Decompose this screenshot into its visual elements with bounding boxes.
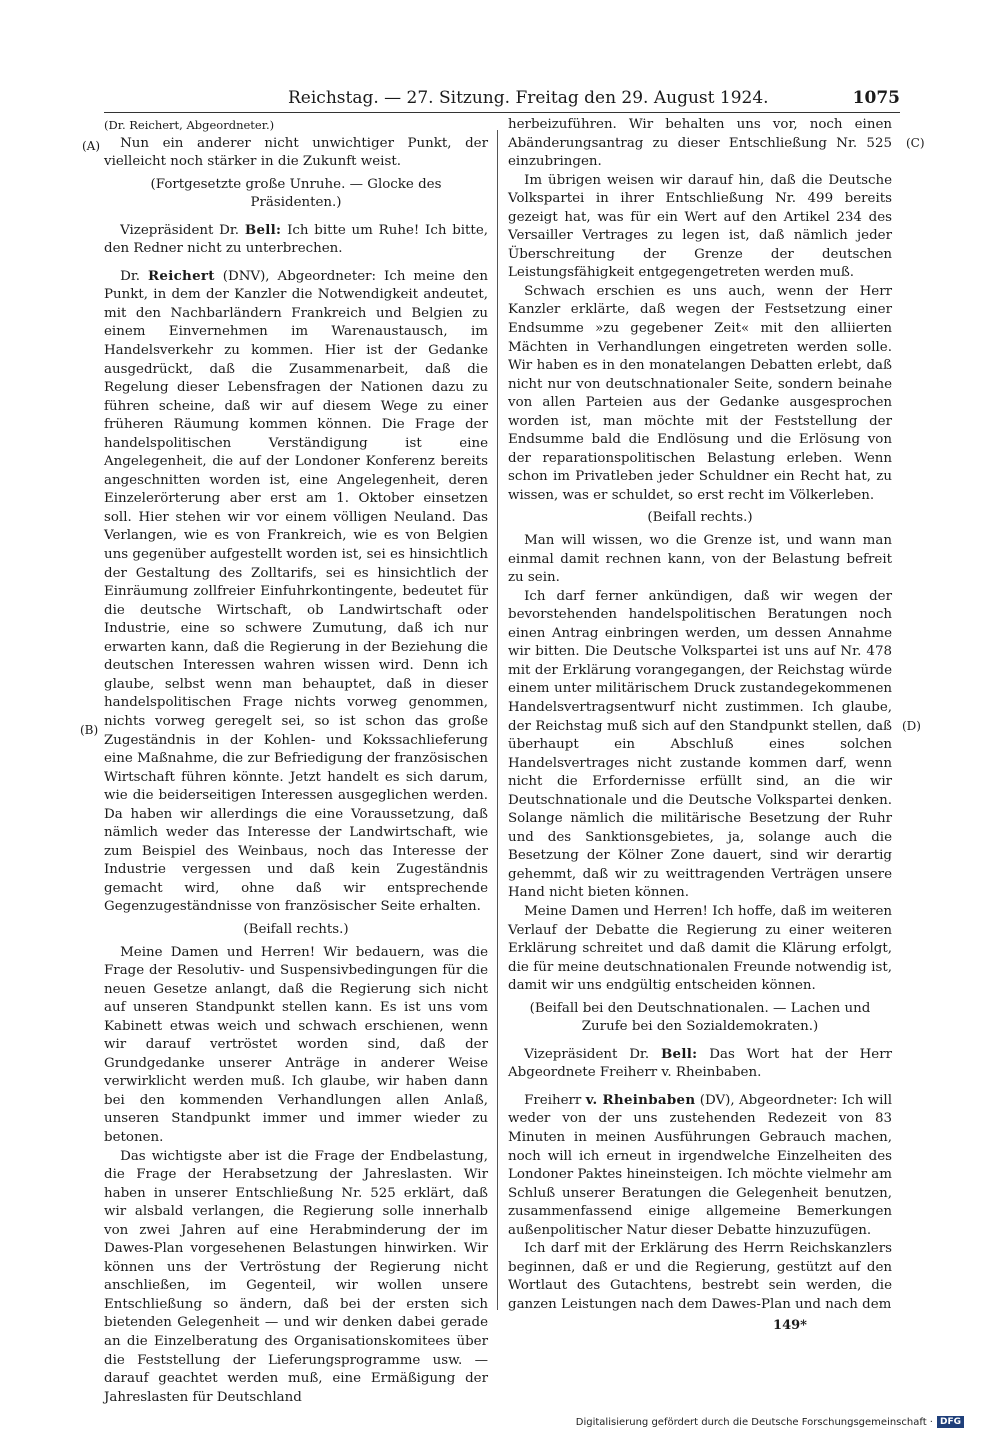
stage-direction: (Beifall rechts.)	[647, 510, 753, 526]
stage-direction: (Beifall bei den Deutschnationalen. — Lachen und Zurufe bei den Sozialdemokraten.)	[529, 1000, 871, 1035]
speech-text: Ich will weder von der uns zustehenden Redezeit von 83 Minuten in meinen Ausführungen Gebrauch machen, noch will ich erneut in irgendwelche Einzelheiten des Londoner Paktes hineinsteigen. Ich möchte vielmehr am Schluß unserer Beratungen die Gelegenheit benutzen, zusammenfassend einige allgemeine Bemerkungen außenpolitischer Natur dieser Debatte hinzuzufügen.	[508, 1092, 892, 1238]
speaker-prefix: Dr.	[120, 268, 140, 284]
stage-direction: (Beifall rechts.)	[243, 921, 349, 937]
dfg-logo-icon: DFG	[937, 1416, 964, 1428]
speaker-prefix: Vizepräsident Dr.	[120, 222, 240, 238]
speaker-name: Bell:	[244, 221, 282, 238]
speaker-paragraph	[104, 221, 488, 259]
speaker-name: Bell:	[660, 1045, 698, 1062]
paragraph: Ich darf mit der Erklärung des Herrn Reichskanzlers beginnen, daß er und die Regierung, gestützt auf den Wortlaut des Gutachtens, bestrebt sein werden, die ganzen Leistungen nach dem Dawes-Plan und nach dem	[508, 1241, 892, 1312]
column-divider	[497, 130, 498, 1310]
paragraph: Nun ein anderer nicht unwichtiger Punkt, der vielleicht noch stärker in die Zukunft weist.	[104, 135, 488, 170]
margin-marker-b: (B)	[80, 723, 99, 737]
paragraph: Meine Damen und Herren! Wir bedauern, was die Frage der Resolutiv- und Suspensivbedingungen für die neuen Gesetze anlangt, daß die Regierung sich nicht auf unseren Standpunkt stellen kann. Es ist uns vom Kabinett etwas weich und schwach erschienen, wenn wir darauf vertröstet worden sind, daß der Grundgedanke unserer Anträge in anderer Weise verwirklicht werden muß. Ich glaube, wir haben dann bei den kommenden Verhandlungen allen Anlaß, unseren Standpunkt immer und immer wieder zu betonen.	[104, 944, 488, 1145]
digitization-footer	[576, 1416, 964, 1430]
paragraph: Das wichtigste aber ist die Frage der Endbelastung, die Frage der Herabsetzung der Jahreslasten. Wir haben in unserer Entschließung Nr. 525 erklärt, daß wir alsbald verlangen, die Regierung solle innerhalb von zwei Jahren auf eine Herabminderung der im Dawes-Plan vorgesehenen Belastungen hinwirken. Wir können uns der Vertröstung der Regierung nicht anschließen, im Gegenteil, wir wollen unsere Entschließung so ändern, daß bei der ersten sich bietenden Gelegenheit — und wir denken dabei gerade an die Einzelberatung des Organisationskomitees über die Feststellung der Lieferungsprogramme usw. — darauf geachtet werden muß, eine Ermäßigung der Jahreslasten für Deutschland	[104, 1148, 488, 1405]
speaker-role: (DV), Abgeordneter:	[699, 1092, 838, 1108]
paragraph: Ich darf ferner ankündigen, daß wir wegen der bevorstehenden handelspolitischen Beratungen noch einen Antrag einbringen werden, um dessen Annahme wir bitten. Die Deutsche Volkspartei ist uns auf Nr. 478 mit der Erklärung vorangegangen, der Reichstag würde einem unter militärischem Druck zustandegekommenen Handelsvertragsentwurf nicht zustimmen. Ich glaube, der Reichstag muß sich auf den Standpunkt stellen, daß überhaupt ein Abschluß eines solchen Handelsvertrages nicht zustande kommen darf, wenn nicht die Erfordernisse erfüllt sind, an die wir Deutschnationale und die Deutsche Volkspartei denken. Solange nämlich die militärische Besetzung der Ruhr und des Sanktionsgebietes, ja, solange auch die Besetzung der Kölner Zone dauert, sind wir derartig gehemmt, daß wir zu weittragenden Verträgen unsere Hand nicht bieten können.	[508, 588, 892, 901]
paragraph: herbeizuführen. Wir behalten uns vor, noch einen Abänderungsantrag zu dieser Entschließung Nr. 525 einzubringen.	[508, 117, 892, 170]
running-header	[110, 86, 900, 110]
page-number: 1075	[852, 88, 900, 108]
speech-text: Das Wort hat der Herr Abgeordnete Freiherr v. Rheinbaben.	[508, 1046, 893, 1081]
margin-marker-d: (D)	[902, 719, 921, 733]
speaker-paragraph	[104, 267, 488, 917]
speech-text: Ich meine den Punkt, in dem der Kanzler die Notwendigkeit andeutet, mit den Nachbarländern Frankreich und Belgien zu einem Einvernehmen im Warenaustausch, im Handelsverkehr zu kommen. Hier ist der Gedanke ausgedrückt, daß die Zusammenarbeit, daß die Regelung dieser Lebensfragen der Nationen dazu zu führen scheine, daß wir auf diesem Wege zu einer früheren Räumung kommen können. Die Frage der handelspolitischen Verständigung ist eine Angelegenheit, die auf der Londoner Konferenz bereits angeschnitten worden ist, eine Angelegenheit, deren Einzelerörterung aber erst am 1. Oktober einsetzen soll. Hier stehen wir vor einem völligen Neuland. Das Verlangen, wie es von Frankreich, wie es von Belgien uns gegenüber aufgestellt worden ist, sei es hinsichtlich der Gestaltung des Zolltarifs, sei es hinsichtlich der Einräumung zollfreier Einfuhrkontingente, bedeutet für die deutsche Wirtschaft, ob Landwirtschaft oder Industrie, eine so schwere Zumutung, daß ich nur erwarten kann, daß die Regierung in der Beziehung die deutschen Interessen wahren wissen wird. Denn ich glaube, selbst wenn man behauptet, daß in dieser handelspolitischen Frage nichts vorweg genommen, nichts vorweg geregelt sei, so ist schon das große Zugeständnis in der Kohlen- und Kokssachlieferung eine Maßnahme, die zur Befriedigung der französischen Wirtschaft führen könnte. Jetzt handelt es sich darum, wie die beiderseitigen Interessen ausgeglichen werden. Da haben wir allerdings die eine Voraussetzung, daß nämlich weder das Interesse der Landwirtschaft, wie zum Beispiel des Weinbaus, noch das Interesse der Industrie vergessen und daß kein Zugeständnis gemacht wird, ohne daß wir entsprechende Gegenzugeständnisse von französischer Seite erhalten.	[104, 268, 488, 915]
footer-text: Digitalisierung gefördert durch die Deutsche Forschungsgemeinschaft ·	[575, 1417, 933, 1428]
speaker-role: (DNV), Abgeordneter:	[222, 268, 377, 284]
speaker-prefix: Freiherr	[524, 1092, 582, 1108]
sheet-signature: 149*	[773, 1318, 807, 1333]
speaker-paragraph	[508, 1045, 892, 1083]
header-rule	[104, 112, 900, 113]
right-column	[508, 116, 892, 1314]
margin-marker-c: (C)	[906, 136, 925, 150]
speaker-name: v. Rheinbaben	[585, 1091, 696, 1108]
running-title: Reichstag. — 27. Sitzung. Freitag den 29. August 1924.	[288, 88, 769, 108]
speaker-paragraph	[508, 1091, 892, 1240]
margin-marker-a: (A)	[82, 139, 101, 153]
paragraph: Man will wissen, wo die Grenze ist, und wann man einmal damit rechnen kann, von der Belastung befreit zu sein.	[508, 533, 892, 586]
speaker-prefix: Vizepräsident Dr.	[524, 1046, 650, 1062]
speaker-name: Reichert	[147, 267, 215, 284]
paragraph: Schwach erschien es uns auch, wenn der Herr Kanzler erklärte, daß wegen der Festsetzung einer Endsumme »zu gegebener Zeit« mit den alliierten Mächten in Verhandlungen eingetreten werden solle. Wir haben es in den monatelangen Debatten erlebt, daß nicht nur von deutschnationaler Seite, sondern beinahe von allen Parteien aus der Gedanke ausgesprochen worden ist, man möchte mit der Feststellung der Endsumme bald die Endlösung und die Erlösung von der reparationspolitischen Belastung erleben. Wenn schon im Privatleben jeder Schuldner ein Recht hat, zu wissen, was er schuldet, so erst recht im Völkerleben.	[508, 283, 892, 503]
left-column	[104, 116, 488, 1407]
speech-text: Ich bitte um Ruhe! Ich bitte, den Redner nicht zu unterbrechen.	[104, 222, 488, 257]
paragraph: Meine Damen und Herren! Ich hoffe, daß im weiteren Verlauf der Debatte die Regierung zu einer weiteren Erklärung schreitet und daß damit die Klärung erfolgt, die für meine deutschnationalen Freunde notwendig ist, damit wir uns endgültig entscheiden können.	[508, 903, 892, 994]
paragraph: Im übrigen weisen wir darauf hin, daß die Deutsche Volkspartei in ihrer Entschließung Nr. 499 bereits gezeigt hat, was für ein Wert auf den Artikel 234 des Versailler Vertrages zu legen ist, daß nämlich jeder Überschreitung der Grenze der deutschen Leistungsfähigkeit entgegengetreten werden muß.	[508, 172, 892, 281]
continuation-note: (Dr. Reichert, Abgeordneter.)	[104, 118, 275, 132]
stage-direction: (Fortgesetzte große Unruhe. — Glocke des Präsidenten.)	[150, 176, 442, 211]
